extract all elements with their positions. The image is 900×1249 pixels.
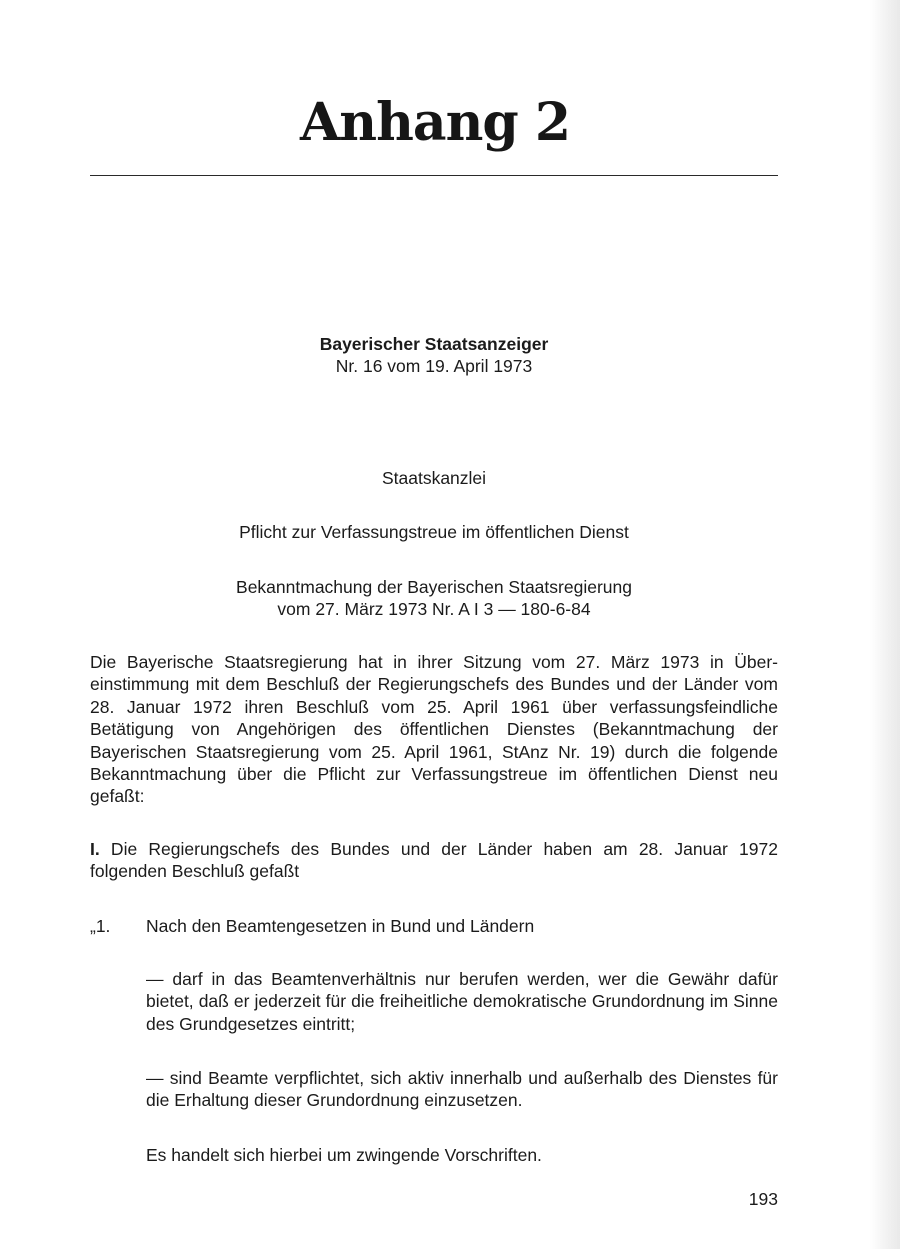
title-rule: [90, 175, 778, 176]
section-one-text: Die Regierungschefs des Bundes und der Länder haben am 28. Januar 1972 folgenden Beschluß gefaßt: [90, 839, 778, 882]
announcement-title: Bekanntmachung der Bayerischen Staatsregierung: [236, 577, 632, 597]
intro-paragraph: Die Bayerische Staatsregierung hat in ihrer Sitzung vom 27. März 1973 in Übereinstimmung mit dem Beschluß der Regierungschefs des Bundes und der Länder vom 28. Januar 1972 ihren Beschluß vom 25. April 1961 über verfassungsfeindliche Betätigung von Angehörigen des öffentlichen Dienstes (Bekanntmachung der Bayerischen Staatsregierung vom 25. April 1961, StAnz Nr. 19) durch die folgende Bekanntmachung über die Pflicht zur Verfassungstreue im öffentlichen Dienst neu gefaßt:: [90, 652, 778, 807]
list-sub-paragraph-mandatory: Es handelt sich hierbei um zwingende Vorschriften.: [146, 1145, 542, 1165]
chapter-title: Anhang 2: [299, 92, 571, 153]
page-number: 193: [748, 1189, 778, 1209]
list-item-marker: „1.: [90, 916, 111, 936]
page-edge-shadow: [870, 0, 900, 1249]
list-sub-paragraph-appointment: — darf in das Beamtenverhältnis nur berufen werden, wer die Gewähr dafür bietet, daß er jederzeit für die freiheitliche demokratische Grundordnung im Sinne des Grundgesetzes eintritt;: [146, 969, 778, 1034]
subject-heading: Pflicht zur Verfassungstreue im öffentlichen Dienst: [239, 522, 629, 542]
section-one-numeral: I.: [90, 839, 100, 859]
list-item-heading: Nach den Beamtengesetzen in Bund und Ländern: [146, 916, 535, 936]
source-issue: Nr. 16 vom 19. April 1973: [335, 356, 533, 376]
announcement-number: vom 27. März 1973 Nr. A I 3 — 180-6-84: [277, 599, 591, 619]
source-name: Bayerischer Staatsanzeiger: [319, 334, 549, 354]
list-sub-paragraph-duty: — sind Beamte verpflichtet, sich aktiv innerhalb und außerhalb des Dienstes für die Erhaltung dieser Grundordnung einzusetzen.: [146, 1068, 778, 1111]
section-one-paragraph: [90, 838, 778, 883]
office-heading: Staatskanzlei: [381, 468, 487, 488]
